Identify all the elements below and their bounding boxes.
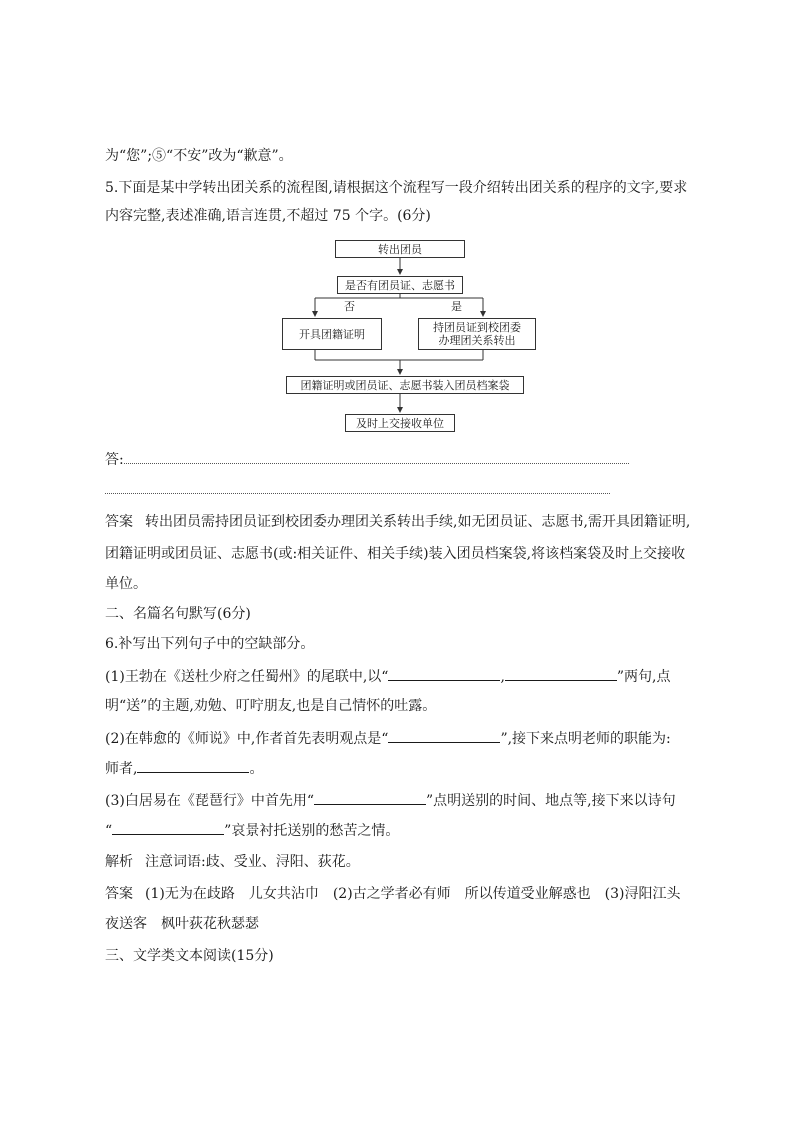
- analysis-line: [105, 852, 360, 872]
- answer-dotted-line[interactable]: [105, 481, 610, 494]
- blank-field[interactable]: [112, 820, 224, 835]
- question-6-3a: [105, 790, 676, 811]
- section-heading: 三、文学类文本阅读(15分): [105, 948, 274, 964]
- flow-box-transfer: [418, 318, 536, 350]
- answer-line-1: [105, 450, 629, 470]
- blank-field[interactable]: [314, 790, 426, 805]
- question-5: 5.下面是某中学转出团关系的流程图,请根据这个流程写一段介绍转出团关系的程序的文字,要求: [105, 180, 688, 196]
- answer-label: 答案: [105, 886, 133, 902]
- q6-3-suffix: ”点明送别的时间、地点等,接下来以诗句: [426, 793, 676, 809]
- blank-field[interactable]: [388, 666, 500, 681]
- analysis-text: 注意词语:歧、受业、浔阳、荻花。: [145, 854, 360, 870]
- flow-box-start: 转出团员: [335, 240, 465, 258]
- flow-box-archive: 团籍证明或团员证、志愿书装入团员档案袋: [286, 376, 524, 394]
- question-5-cont: 内容完整,表述准确,语言连贯,不超过 75 个字。(6分): [105, 208, 431, 224]
- question-6: 6.补写出下列句子中的空缺部分。: [105, 636, 315, 652]
- answer-dotted-line[interactable]: [124, 451, 629, 464]
- q6-2b-prefix: 师者,: [105, 761, 138, 777]
- question-6-2a: [105, 728, 671, 749]
- flow-box-transfer-line2: 办理团关系转出: [438, 334, 516, 347]
- flow-box-transfer-line1: 持团员证到校团委: [433, 321, 521, 334]
- answer-label: 答案: [105, 514, 133, 530]
- answer-5-line3: 单位。: [105, 576, 147, 592]
- answer-prefix: 答:: [105, 452, 124, 468]
- blank-field[interactable]: [137, 758, 249, 773]
- section-heading: 二、名篇名句默写(6分): [105, 606, 251, 622]
- flow-label-yes: 是: [451, 300, 462, 313]
- q6-1-prefix: (1)王勃在《送杜少府之任蜀州》的尾联中,以“: [105, 669, 389, 685]
- answer-line-2: [105, 480, 610, 500]
- q6-3b-prefix: “: [105, 823, 113, 839]
- answer-5-text: 转出团员需持团员证到校团委办理团关系转出手续,如无团员证、志愿书,需开具团籍证明,: [145, 514, 691, 530]
- flow-label-no: 否: [344, 300, 355, 313]
- q6-3-prefix: (3)白居易在《琵琶行》中首先用“: [105, 793, 314, 809]
- analysis-label: 解析: [105, 854, 133, 870]
- q6-2-prefix: (2)在韩愈的《师说》中,作者首先表明观点是“: [105, 731, 389, 747]
- answer-5-line2: 团籍证明或团员证、志愿书(或:相关证件、相关手续)装入团员档案袋,将该档案袋及时上交接收: [105, 546, 686, 562]
- q6-3b-suffix: ”哀景衬托送别的愁苦之情。: [224, 823, 400, 839]
- blank-field[interactable]: [505, 666, 617, 681]
- question-6-1b: 明“送”的主题,劝勉、叮咛朋友,也是自己情怀的吐露。: [105, 698, 437, 714]
- flowchart: [270, 236, 540, 436]
- q6-2b-suffix: 。: [249, 761, 264, 777]
- flow-box-decision: 是否有团员证、志愿书: [337, 276, 463, 294]
- q6-2-suffix: ”,接下来点明老师的职能为:: [500, 731, 671, 747]
- answer-5-line1: [105, 512, 690, 532]
- text-line: 为“您”;⑤“不安”改为“歉意”。: [105, 148, 293, 164]
- flow-box-certificate: 开具团籍证明: [282, 318, 382, 350]
- question-6-2b: [105, 758, 263, 779]
- answer-6-text: (1)无为在歧路 儿女共沾巾 (2)古之学者必有师 所以传道受业解惑也 (3)浔阳江头: [145, 886, 681, 902]
- question-6-1a: [105, 666, 671, 687]
- question-6-3b: [105, 820, 399, 841]
- blank-field[interactable]: [388, 728, 500, 743]
- q6-1-comma: ,: [500, 669, 505, 685]
- flow-box-submit: 及时上交接收单位: [345, 414, 455, 432]
- q6-1-suffix: ”两句,点: [616, 669, 671, 685]
- answer-6-line1: [105, 884, 681, 904]
- answer-6-line2: 夜送客 枫叶荻花秋瑟瑟: [105, 916, 259, 932]
